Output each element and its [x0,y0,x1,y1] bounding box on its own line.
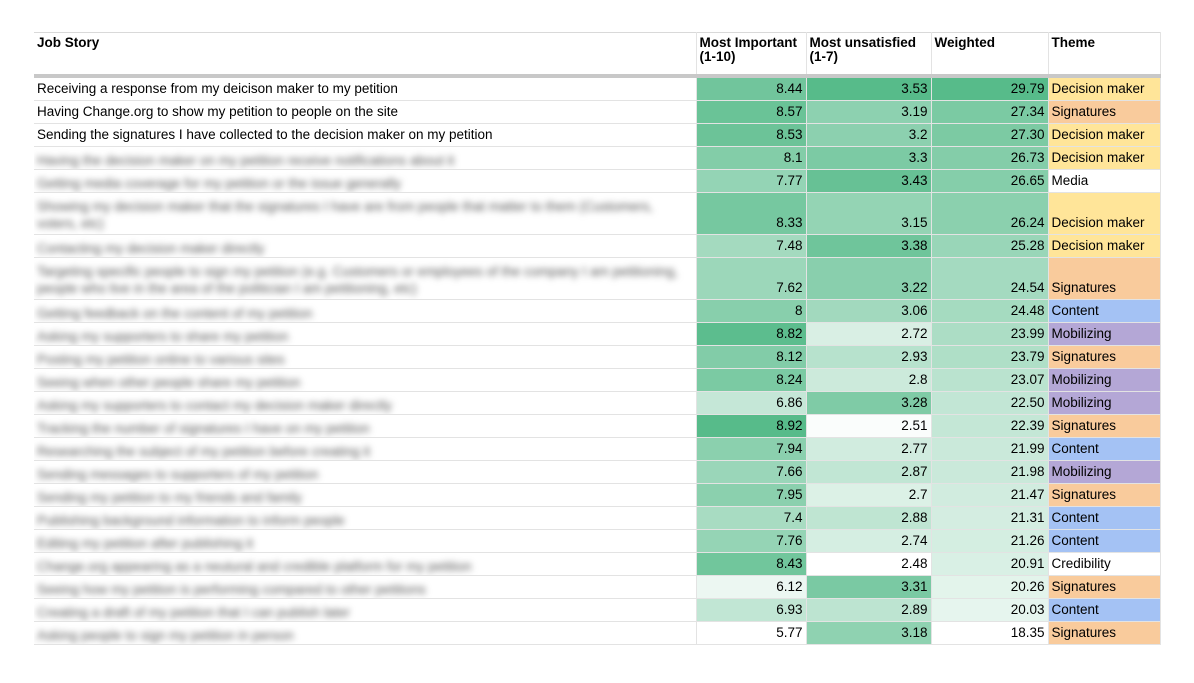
cell-weighted[interactable]: 27.30 [931,124,1048,147]
cell-most-important[interactable]: 5.77 [696,622,806,645]
blurred-job-text: Creating a draft of my petition that I can publish later [37,605,350,620]
cell-weighted[interactable]: 22.50 [931,392,1048,415]
cell-most-unsatisfied[interactable]: 2.77 [806,438,931,461]
cell-most-important[interactable]: 7.95 [696,484,806,507]
header-most-unsatisfied[interactable]: Most unsatisfied (1-7) [806,33,931,77]
cell-job-story[interactable] [34,235,696,258]
cell-job-story[interactable]: Having Change.org to show my petition to people on the site [34,101,696,124]
table-row [34,235,1160,258]
cell-most-unsatisfied[interactable]: 2.93 [806,346,931,369]
table-row [34,124,1160,147]
header-weighted[interactable]: Weighted [931,33,1048,77]
cell-weighted[interactable]: 26.24 [931,193,1048,235]
cell-theme[interactable]: Signatures [1048,484,1160,507]
cell-most-unsatisfied[interactable]: 3.31 [806,576,931,599]
table-row [34,346,1160,369]
cell-weighted[interactable]: 27.34 [931,101,1048,124]
cell-weighted[interactable]: 20.03 [931,599,1048,622]
cell-theme[interactable]: Media [1048,170,1160,193]
cell-most-unsatisfied[interactable]: 2.7 [806,484,931,507]
cell-most-important[interactable]: 8.24 [696,369,806,392]
blurred-job-text: Sending my petition to my friends and family [37,490,302,505]
cell-job-story[interactable] [34,258,696,300]
blurred-job-text: Editing my petition after publishing it [37,536,254,551]
blurred-job-text: Seeing when other people share my petition [37,375,301,390]
cell-most-unsatisfied[interactable]: 3.15 [806,193,931,235]
cell-theme[interactable]: Content [1048,438,1160,461]
cell-theme[interactable]: Content [1048,530,1160,553]
cell-job-story[interactable] [34,599,696,622]
table-row [34,415,1160,438]
cell-job-story[interactable] [34,461,696,484]
cell-theme[interactable]: Content [1048,300,1160,323]
cell-theme[interactable]: Signatures [1048,346,1160,369]
blurred-job-text: Targeting specific people to sign my petition (e.g. Customers or employees of the company I am petitioning, people who live in the area of the politician I am petitioning, etc) [37,264,678,296]
cell-theme[interactable]: Mobilizing [1048,369,1160,392]
cell-most-important[interactable]: 8.57 [696,101,806,124]
cell-theme[interactable]: Decision maker [1048,235,1160,258]
table-row [34,300,1160,323]
table-row [34,599,1160,622]
cell-most-unsatisfied[interactable]: 2.48 [806,553,931,576]
cell-theme[interactable]: Signatures [1048,576,1160,599]
blurred-job-text: Researching the subject of my petition before creating it [37,444,371,459]
cell-weighted[interactable]: 18.35 [931,622,1048,645]
cell-job-story[interactable] [34,193,696,235]
cell-most-unsatisfied[interactable]: 3.22 [806,258,931,300]
blurred-job-text: Showing my decision maker that the signatures I have are from people that matter to them (Customers, voters, etc) [37,199,654,231]
cell-most-unsatisfied[interactable]: 2.8 [806,369,931,392]
header-job-story[interactable]: Job Story [34,33,696,77]
table-row [34,461,1160,484]
cell-most-unsatisfied[interactable]: 2.88 [806,507,931,530]
cell-most-unsatisfied[interactable]: 3.43 [806,170,931,193]
cell-job-story[interactable] [34,576,696,599]
cell-theme[interactable]: Decision maker [1048,147,1160,170]
cell-weighted[interactable]: 21.98 [931,461,1048,484]
table-row [34,193,1160,235]
table-body [34,76,1160,645]
cell-most-important[interactable]: 8.12 [696,346,806,369]
cell-theme[interactable]: Content [1048,507,1160,530]
cell-most-unsatisfied[interactable]: 3.38 [806,235,931,258]
cell-job-story[interactable] [34,415,696,438]
cell-most-unsatisfied[interactable]: 3.19 [806,101,931,124]
cell-most-unsatisfied[interactable]: 2.89 [806,599,931,622]
table-row [34,147,1160,170]
blurred-job-text: Sending messages to supporters of my petition [37,467,319,482]
cell-weighted[interactable]: 25.28 [931,235,1048,258]
table-row [34,323,1160,346]
cell-weighted[interactable]: 23.79 [931,346,1048,369]
header-most-important[interactable]: Most Important (1-10) [696,33,806,77]
cell-most-unsatisfied[interactable]: 2.72 [806,323,931,346]
cell-most-unsatisfied[interactable]: 3.53 [806,76,931,101]
blurred-job-text: Having the decision maker on my petition receive notifications about it [37,153,455,168]
cell-job-story[interactable] [34,553,696,576]
cell-most-important[interactable]: 6.93 [696,599,806,622]
table-row [34,484,1160,507]
cell-most-important[interactable]: 7.77 [696,170,806,193]
cell-weighted[interactable]: 21.99 [931,438,1048,461]
cell-job-story[interactable] [34,530,696,553]
cell-job-story[interactable] [34,346,696,369]
table-row [34,369,1160,392]
cell-theme[interactable]: Content [1048,599,1160,622]
blurred-job-text: Tracking the number of signatures I have on my petition [37,421,370,436]
cell-most-important[interactable]: 8.1 [696,147,806,170]
cell-most-unsatisfied[interactable]: 3.3 [806,147,931,170]
table-row [34,392,1160,415]
cell-most-important[interactable]: 8.33 [696,193,806,235]
cell-weighted[interactable]: 21.31 [931,507,1048,530]
cell-job-story[interactable] [34,392,696,415]
table-row [34,553,1160,576]
cell-weighted[interactable]: 29.79 [931,76,1048,101]
blurred-job-text: Asking my supporters to contact my decision maker directly [37,398,392,413]
table-row [34,76,1160,101]
blurred-job-text: Posting my petition online to various sites [37,352,285,367]
cell-most-unsatisfied[interactable]: 2.74 [806,530,931,553]
table-row [34,170,1160,193]
cell-most-important[interactable]: 6.86 [696,392,806,415]
cell-job-story[interactable] [34,323,696,346]
cell-most-important[interactable]: 7.62 [696,258,806,300]
cell-most-unsatisfied[interactable]: 3.06 [806,300,931,323]
spreadsheet [34,32,1160,645]
table-row [34,507,1160,530]
cell-weighted[interactable]: 21.26 [931,530,1048,553]
cell-theme[interactable]: Credibility [1048,553,1160,576]
blurred-job-text: Asking my supporters to share my petition [37,329,289,344]
blurred-job-text: Contacting my decision maker directly [37,241,265,256]
cell-job-story[interactable]: Receiving a response from my deicison maker to my petition [34,76,696,101]
cell-most-unsatisfied[interactable]: 2.51 [806,415,931,438]
cell-most-important[interactable]: 6.12 [696,576,806,599]
cell-job-story[interactable] [34,622,696,645]
cell-most-important[interactable]: 7.66 [696,461,806,484]
cell-job-story[interactable] [34,484,696,507]
cell-theme[interactable]: Mobilizing [1048,461,1160,484]
table-row [34,101,1160,124]
cell-most-unsatisfied[interactable]: 3.2 [806,124,931,147]
blurred-job-text: Getting feedback on the content of my petition [37,306,313,321]
blurred-job-text: Publishing background information to inform people [37,513,345,528]
cell-theme[interactable]: Decision maker [1048,193,1160,235]
cell-job-story[interactable] [34,507,696,530]
cell-job-story[interactable] [34,300,696,323]
cell-most-important[interactable]: 8.44 [696,76,806,101]
cell-most-unsatisfied[interactable]: 2.87 [806,461,931,484]
table-row [34,258,1160,300]
cell-most-important[interactable]: 7.48 [696,235,806,258]
cell-job-story[interactable] [34,369,696,392]
cell-weighted[interactable]: 23.07 [931,369,1048,392]
blurred-job-text: Change.org appearing as a neutural and credible platform for my petition [37,559,472,574]
cell-weighted[interactable]: 26.73 [931,147,1048,170]
table-row [34,622,1160,645]
job-story-table [34,32,1161,645]
cell-weighted[interactable]: 21.47 [931,484,1048,507]
cell-most-unsatisfied[interactable]: 3.18 [806,622,931,645]
cell-weighted[interactable]: 20.91 [931,553,1048,576]
cell-most-important[interactable]: 8.53 [696,124,806,147]
cell-most-unsatisfied[interactable]: 3.28 [806,392,931,415]
cell-job-story[interactable] [34,147,696,170]
blurred-job-text: Getting media coverage for my petition or the issue generally [37,176,401,191]
cell-theme[interactable]: Signatures [1048,258,1160,300]
cell-most-important[interactable]: 8.82 [696,323,806,346]
cell-most-important[interactable]: 8.92 [696,415,806,438]
cell-most-important[interactable]: 7.4 [696,507,806,530]
cell-weighted[interactable]: 24.48 [931,300,1048,323]
cell-theme[interactable]: Signatures [1048,415,1160,438]
table-row [34,438,1160,461]
cell-theme[interactable]: Signatures [1048,101,1160,124]
cell-most-important[interactable]: 7.94 [696,438,806,461]
blurred-job-text: Seeing how my petition is performing compared to other petitions [37,582,426,597]
cell-job-story[interactable] [34,438,696,461]
cell-theme[interactable]: Mobilizing [1048,323,1160,346]
cell-weighted[interactable]: 23.99 [931,323,1048,346]
table-row [34,530,1160,553]
cell-weighted[interactable]: 26.65 [931,170,1048,193]
cell-job-story[interactable]: Sending the signatures I have collected to the decision maker on my petition [34,124,696,147]
cell-theme[interactable]: Mobilizing [1048,392,1160,415]
cell-theme[interactable]: Decision maker [1048,76,1160,101]
blurred-job-text: Asking people to sign my petition in person [37,628,294,643]
cell-weighted[interactable]: 22.39 [931,415,1048,438]
header-row [34,33,1160,77]
cell-theme[interactable]: Signatures [1048,622,1160,645]
cell-most-important[interactable]: 8 [696,300,806,323]
table-row [34,576,1160,599]
cell-weighted[interactable]: 20.26 [931,576,1048,599]
cell-most-important[interactable]: 7.76 [696,530,806,553]
cell-most-important[interactable]: 8.43 [696,553,806,576]
cell-job-story[interactable] [34,170,696,193]
cell-theme[interactable]: Decision maker [1048,124,1160,147]
header-theme[interactable]: Theme [1048,33,1160,77]
cell-weighted[interactable]: 24.54 [931,258,1048,300]
